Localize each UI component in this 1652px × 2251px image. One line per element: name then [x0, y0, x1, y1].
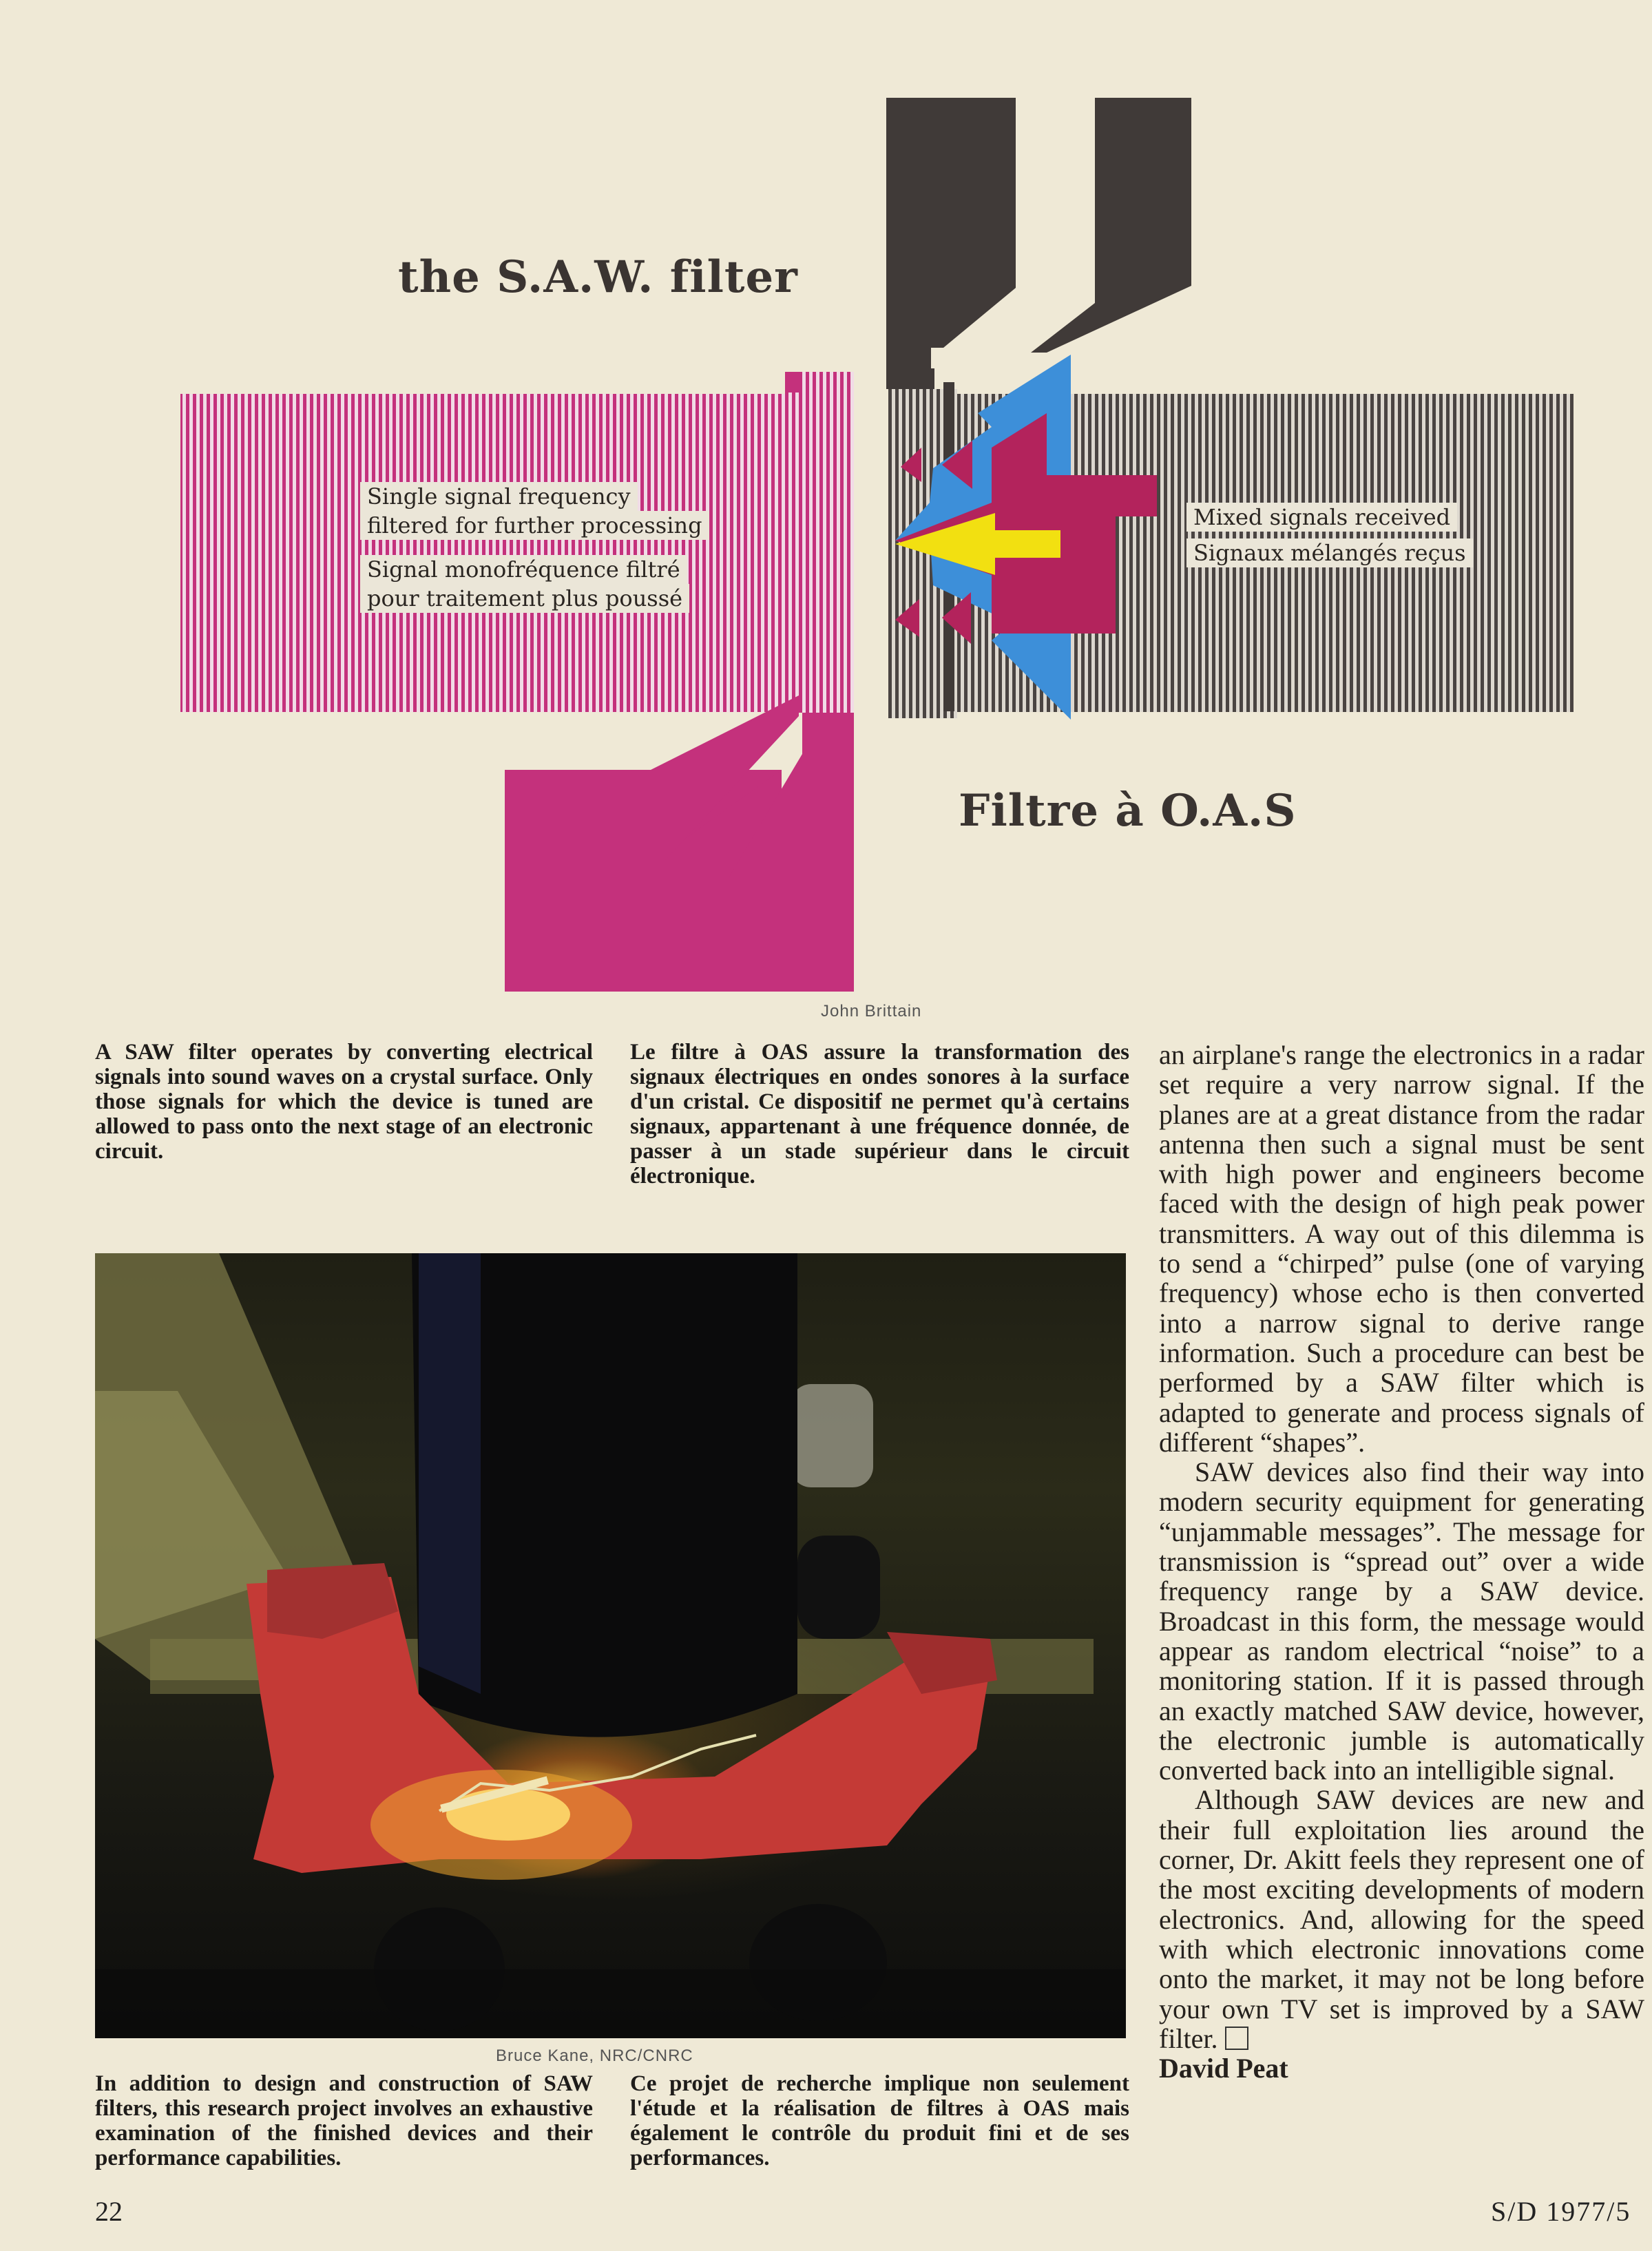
single-frequency-label-fr-line1: Signal monofréquence filtré: [360, 555, 687, 584]
photo-illustration: [95, 1253, 1126, 2038]
mixed-signals-label-fr: Signaux mélangés reçus: [1186, 538, 1473, 567]
magenta-transducer-pads: [505, 695, 854, 992]
article-paragraph-3: [1159, 1785, 1644, 2053]
single-frequency-label-en-line1: Single signal frequency: [360, 482, 638, 511]
single-frequency-label-fr-line2: pour traitement plus poussé: [360, 584, 689, 613]
photo-caption-french: Ce projet de recherche implique non seulement l'étude et la réalisation de filtres à OAS mais également le contrôle du produit fini et de ses performances.: [630, 2071, 1129, 2170]
diagram-caption-french: Le filtre à OAS assure la transformation des signaux électriques en ondes sonores à la surface d'un cristal. Ce dispositif ne permet qu'à certains signaux, appartenant à une fréquence donnée, de passer à un stade supérieur dans le circuit électronique.: [630, 1040, 1129, 1189]
single-frequency-label-en-line2: filtered for further processing: [360, 511, 709, 540]
diagram-caption-english: A SAW filter operates by converting electrical signals into sound waves on a crystal surface. Only those signals for which the device is tuned are allowed to pass onto the next stage of an electronic circuit.: [95, 1040, 593, 1164]
mixed-signals-label-en: Mixed signals received: [1186, 503, 1457, 532]
article-paragraph-3-text: Although SAW devices are new and their full exploitation lies around the corner, Dr. Akitt feels they represent one of the most exciting developments of modern electronics. And, allowing for the speed with which electronic innovations come onto the market, it may not be long before your own TV set is improved by a SAW filter.: [1159, 1784, 1644, 2054]
article-author: David Peat: [1159, 2053, 1288, 2084]
magenta-output-transducer: [180, 372, 854, 713]
saw-filter-diagram: [0, 0, 1652, 1020]
grey-transducer-pads: [886, 98, 1191, 389]
article-paragraph-2: SAW devices also find their way into modern security equipment for generating “unjammable messages”. The message for transmission is “spread out” over a wide frequency range by a SAW device. Broadcast in this form, the message would appear as random electrical “noise” to a monitoring station. If it is passed through an exactly matched SAW device, however, the electronic jumble is automatically converted back into an intelligible signal.: [1159, 1456, 1644, 1786]
article-paragraph-1: an airplane's range the electronics in a radar set require a very narrow signal. If the planes are at a great distance from the radar antenna then such a signal must be sent with high power and engineers become faced with the design of high peak power transmitters. A way out of this dilemma is to send a “chirped” pulse (one of varying frequency) whose echo is then converted into a narrow signal to derive range information. Such a procedure can best be performed by a SAW filter which is adapted to generate and process signals of different “shapes”.: [1159, 1039, 1644, 1458]
diagram-credit: John Brittain: [821, 1002, 922, 1020]
saw-diagram-graphic: [0, 0, 1652, 998]
diagram-title-french: Filtre à O.A.S: [959, 785, 1297, 837]
page-number: 22: [95, 2196, 123, 2227]
photo-caption-english: In addition to design and construction of SAW filters, this research project involves an exhaustive examination of the finished devices and their performance capabilities.: [95, 2071, 593, 2170]
photo-credit: Bruce Kane, NRC/CNRC: [496, 2046, 693, 2065]
diagram-title-english: the S.A.W. filter: [398, 251, 798, 303]
saw-filter-photograph: [95, 1253, 1126, 2038]
article-body-column: [1159, 1040, 1644, 2083]
end-of-article-mark: [1225, 2027, 1248, 2050]
issue-folio: S/D 1977/5: [1491, 2196, 1631, 2227]
